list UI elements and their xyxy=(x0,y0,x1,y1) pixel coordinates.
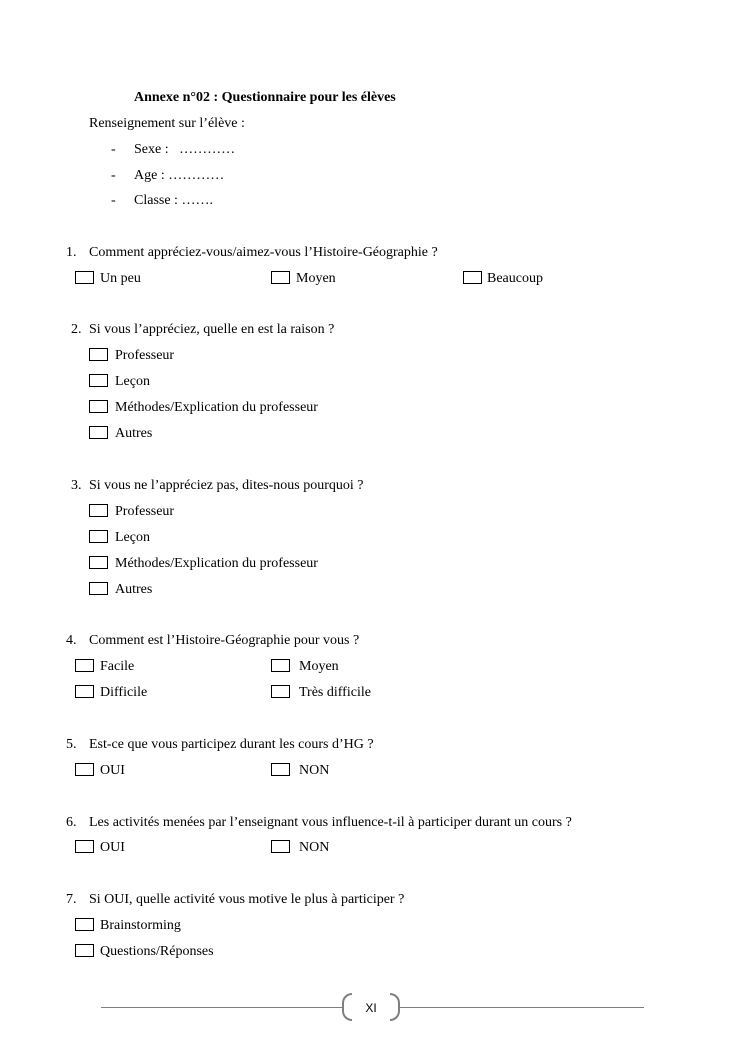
option-label: Très difficile xyxy=(299,685,371,700)
question-1-text: Comment appréciez-vous/aimez-vous l’Histoire-Géographie ? xyxy=(89,245,438,260)
page-number: XI xyxy=(365,1001,377,1015)
option-label: Difficile xyxy=(100,685,148,700)
question-4-text: Comment est l’Histoire-Géographie pour vous ? xyxy=(89,633,360,648)
option-label: NON xyxy=(299,763,330,778)
footer-rule-right xyxy=(400,1007,644,1008)
option-label: Beaucoup xyxy=(487,271,543,286)
option-label: OUI xyxy=(100,763,125,778)
question-number: 5. xyxy=(66,737,77,752)
bullet-dash: - xyxy=(111,193,116,208)
option-label: Professeur xyxy=(115,504,175,519)
footer-rule-left xyxy=(101,1007,342,1008)
option-label: OUI xyxy=(100,840,125,855)
info-heading: Renseignement sur l’élève : xyxy=(89,116,245,131)
footer-bracket-right xyxy=(390,993,400,1021)
option-label: Facile xyxy=(100,659,135,674)
checkbox[interactable] xyxy=(75,271,94,284)
checkbox[interactable] xyxy=(271,659,290,672)
checkbox[interactable] xyxy=(89,348,108,361)
field-sexe: Sexe : ………… xyxy=(134,142,236,157)
option-label: Moyen xyxy=(296,271,336,286)
field-age: Age : ………… xyxy=(134,168,225,183)
checkbox[interactable] xyxy=(75,918,94,931)
option-label: Un peu xyxy=(100,271,141,286)
option-label: Autres xyxy=(115,426,153,441)
option-label: Brainstorming xyxy=(100,918,181,933)
option-label: Autres xyxy=(115,582,153,597)
option-label: Leçon xyxy=(115,374,150,389)
option-label: NON xyxy=(299,840,330,855)
checkbox[interactable] xyxy=(89,504,108,517)
option-label: Moyen xyxy=(299,659,339,674)
question-number: 1. xyxy=(66,245,77,260)
question-5-text: Est-ce que vous participez durant les cours d’HG ? xyxy=(89,737,374,752)
question-number: 3. xyxy=(71,478,82,493)
option-label: Méthodes/Explication du professeur xyxy=(115,400,318,415)
field-classe: Classe : ……. xyxy=(134,193,213,208)
option-label: Méthodes/Explication du professeur xyxy=(115,556,318,571)
option-label: Professeur xyxy=(115,348,175,363)
checkbox[interactable] xyxy=(271,271,290,284)
option-label: Questions/Réponses xyxy=(100,944,214,959)
checkbox[interactable] xyxy=(75,659,94,672)
checkbox[interactable] xyxy=(89,374,108,387)
checkbox[interactable] xyxy=(463,271,482,284)
checkbox[interactable] xyxy=(89,400,108,413)
checkbox[interactable] xyxy=(75,944,94,957)
checkbox[interactable] xyxy=(271,685,290,698)
option-label: Leçon xyxy=(115,530,150,545)
question-number: 2. xyxy=(71,322,82,337)
checkbox[interactable] xyxy=(271,763,290,776)
checkbox[interactable] xyxy=(89,582,108,595)
question-number: 6. xyxy=(66,815,77,830)
question-number: 7. xyxy=(66,892,77,907)
checkbox[interactable] xyxy=(89,530,108,543)
question-2-text: Si vous l’appréciez, quelle en est la raison ? xyxy=(89,322,335,337)
checkbox[interactable] xyxy=(89,556,108,569)
checkbox[interactable] xyxy=(75,763,94,776)
bullet-dash: - xyxy=(111,168,116,183)
checkbox[interactable] xyxy=(75,685,94,698)
question-number: 4. xyxy=(66,633,77,648)
question-3-text: Si vous ne l’appréciez pas, dites-nous pourquoi ? xyxy=(89,478,364,493)
bullet-dash: - xyxy=(111,142,116,157)
checkbox[interactable] xyxy=(271,840,290,853)
page-title: Annexe n°02 : Questionnaire pour les élèves xyxy=(134,90,396,105)
checkbox[interactable] xyxy=(89,426,108,439)
question-6-text: Les activités menées par l’enseignant vous influence-t-il à participer durant un cours ? xyxy=(89,815,572,830)
checkbox[interactable] xyxy=(75,840,94,853)
question-7-text: Si OUI, quelle activité vous motive le plus à participer ? xyxy=(89,892,405,907)
footer-bracket-left xyxy=(342,993,352,1021)
